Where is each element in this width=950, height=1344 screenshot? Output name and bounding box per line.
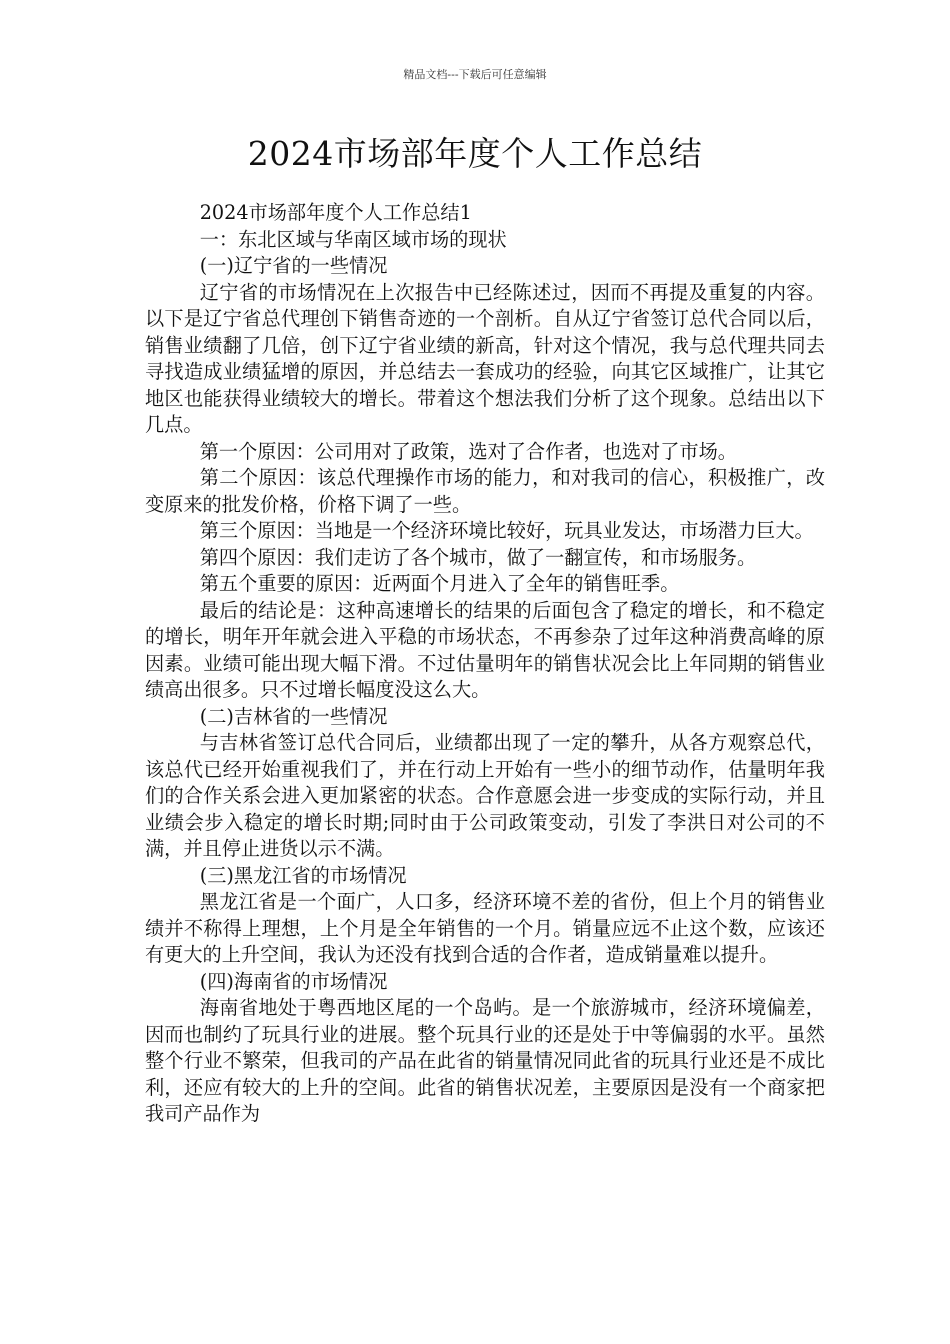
subheading-hainan: (四)海南省的市场情况 xyxy=(199,969,388,993)
document-body xyxy=(145,200,825,1128)
paragraph: 第五个重要的原因：近两面个月进入了全年的销售旺季。 xyxy=(199,572,680,595)
paragraph: 第四个原因：我们走访了各个城市，做了一翻宣传，和市场服务。 xyxy=(199,545,757,569)
page-header: 精品文档---下载后可任意编辑 xyxy=(403,68,547,81)
section-subtitle: 2024市场部年度个人工作总结1 xyxy=(199,201,472,224)
document-title: 2024市场部年度个人工作总结 xyxy=(247,134,703,173)
paragraph: 第二个原因：该总代理操作市场的能力，和对我司的信心，积极推广，改变原来的批发价格，价格下调了一些。 xyxy=(145,466,825,516)
paragraph: 第三个原因：当地是一个经济环境比较好，玩具业发达，市场潜力巨大。 xyxy=(199,519,814,542)
paragraph: 辽宁省的市场情况在上次报告中已经陈述过，因而不再提及重复的内容。以下是辽宁省总代理创下销售奇迹的一个剖析。自从辽宁省签订总代合同以后，销售业绩翻了几倍，创下辽宁省业绩的新高，针对这个情况，我与总代理共同去寻找造成业绩猛增的原因，并总结去一套成功的经验，向其它区域推广，让其它地区也能获得业绩较大的增长。带着这个想法我们分析了这个现象。总结出以下几点。 xyxy=(145,280,825,436)
subheading-jilin: (二)吉林省的一些情况 xyxy=(199,704,388,728)
paragraph: 黑龙江省是一个面广，人口多，经济环境不差的省份，但上个月的销售业绩并不称得上理想，上个月是全年销售的一个月。销量应远不止这个数，应该还有更大的上升空间，我认为还没有找到合适的合作者，造成销量难以提升。 xyxy=(145,890,825,966)
subheading-liaoning: (一)辽宁省的一些情况 xyxy=(199,254,388,277)
paragraph: 最后的结论是：这种高速增长的结果的后面包含了稳定的增长，和不稳定的增长，明年开年就会进入平稳的市场状态，不再参杂了过年这种消费高峰的原因素。业绩可能出现大幅下滑。不过估量明年的销售状况会比上年同期的销售业绩高出很多。只不过增长幅度没这么大。 xyxy=(145,598,825,701)
paragraph: 第一个原因：公司用对了政策，选对了合作者，也选对了市场。 xyxy=(199,439,737,463)
subheading-heilongjiang: (三)黑龙江省的市场情况 xyxy=(199,863,407,887)
paragraph: 海南省地处于粤西地区尾的一个岛屿。是一个旅游城市，经济环境偏差，因而也制约了玩具行业的进展。整个玩具行业的还是处于中等偏弱的水平。虽然整个行业不繁荣，但我司的产品在此省的销量情况同此省的玩具行业还是不成比利，还应有较大的上升的空间。此省的销售状况差，主要原因是没有一个商家把我司产品作为 xyxy=(145,996,825,1125)
paragraph: 与吉林省签订总代合同后，业绩都出现了一定的攀升，从各方观察总代，该总代已经开始重视我们了，并在行动上开始有一些小的细节动作，估量明年我们的合作关系会进入更加紧密的状态。合作意愿会进一步变成的实际行动，并且业绩会步入稳定的增长时期;同时由于公司政策变动，引发了李洪日对公司的不满，并且停止进货以示不满。 xyxy=(145,731,825,860)
section-heading-1: 一：东北区域与华南区域市场的现状 xyxy=(199,227,507,251)
